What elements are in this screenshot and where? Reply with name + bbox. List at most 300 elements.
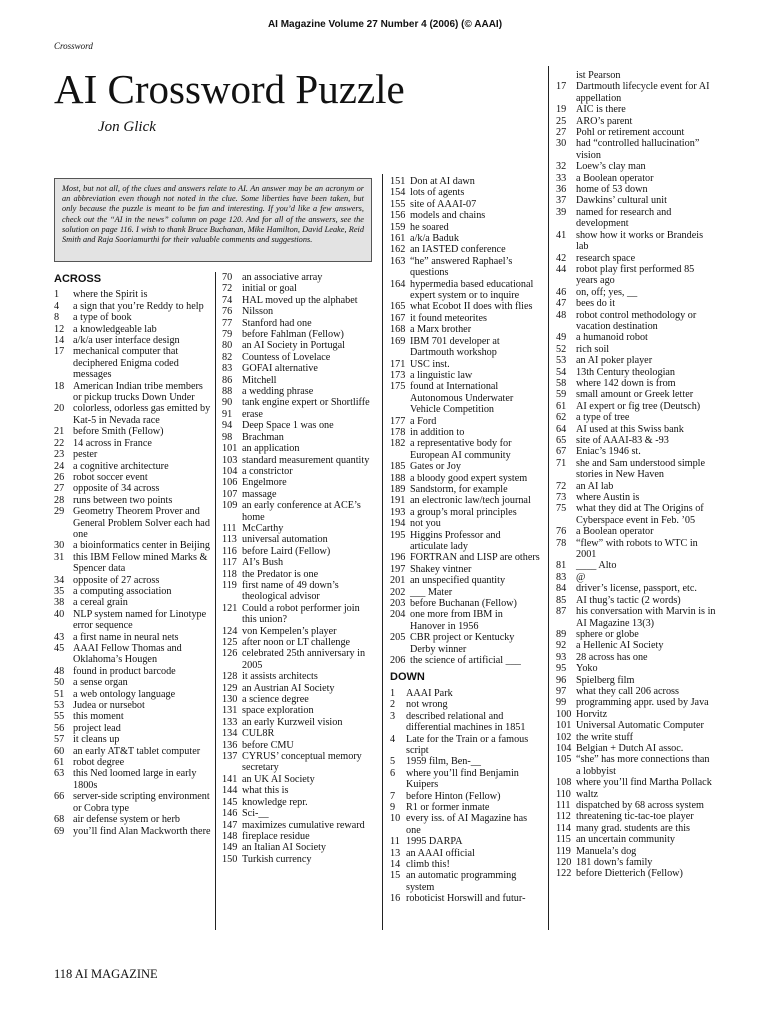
clue-text: a web ontology language xyxy=(73,688,176,700)
clue-text: Brachman xyxy=(242,431,284,443)
clue-number: 151 xyxy=(390,176,406,187)
clue-item xyxy=(222,295,372,306)
clue-text: Shakey vintner xyxy=(410,563,472,575)
clue-text: an Italian AI Society xyxy=(242,842,327,854)
clue-item xyxy=(390,813,540,836)
clue-number: 146 xyxy=(222,808,238,820)
clue-item xyxy=(390,575,540,586)
clue-item xyxy=(390,301,540,312)
clue-text: a bloody good expert system xyxy=(410,472,528,484)
clue-number: 44 xyxy=(556,263,567,275)
clue-number: 168 xyxy=(390,324,406,336)
clue-item xyxy=(390,279,540,302)
clue-item xyxy=(54,746,212,757)
clue-item xyxy=(54,586,212,597)
clue-number: 201 xyxy=(390,575,406,587)
clue-item xyxy=(556,310,716,333)
clue-text: Sci-__ xyxy=(242,808,269,820)
clue-item xyxy=(556,138,716,161)
clue-number: 52 xyxy=(556,343,567,355)
clue-item xyxy=(222,523,372,534)
clue-item xyxy=(54,335,212,346)
clue-text: an early Kurzweil vision xyxy=(242,716,343,728)
clue-item xyxy=(556,424,716,435)
clue-text: robot control methodology or vacation destination xyxy=(576,309,697,332)
clue-text: colorless, odorless gas emitted by Kat-5 in Nevada race xyxy=(73,403,211,426)
clue-text: Universal Automatic Computer xyxy=(576,720,704,732)
clue-number: 141 xyxy=(222,773,238,785)
clue-text: runs between two points xyxy=(73,494,173,506)
clue-number: 111 xyxy=(556,800,571,811)
clue-text: USC inst. xyxy=(410,358,450,370)
clue-number: 119 xyxy=(556,845,571,857)
clue-text: AI used at this Swiss bank xyxy=(576,423,684,435)
clue-text: a humanoid robot xyxy=(576,332,648,344)
clue-number: 113 xyxy=(222,534,237,546)
clue-item xyxy=(390,438,540,461)
clue-number: 147 xyxy=(222,819,238,831)
clue-number: 131 xyxy=(222,705,238,717)
clue-text: tank engine expert or Shortliffe xyxy=(242,397,370,409)
clue-number: 92 xyxy=(556,640,567,652)
clue-text: Turkish currency xyxy=(242,853,312,865)
clue-text: Deep Space 1 was one xyxy=(242,420,334,432)
clue-number: 206 xyxy=(390,655,406,667)
clue-item xyxy=(390,893,540,904)
clue-number: 171 xyxy=(390,358,406,370)
clue-number: 203 xyxy=(390,598,406,610)
clue-text: an UK AI Society xyxy=(242,773,315,785)
clue-number: 14 xyxy=(390,858,401,870)
clue-item xyxy=(222,728,372,739)
clue-item xyxy=(54,312,212,323)
clue-number: 84 xyxy=(556,583,567,595)
clue-number: 30 xyxy=(556,138,567,150)
clue-item xyxy=(556,104,716,115)
clue-text: threatening tic-tac-toe player xyxy=(576,811,694,823)
clue-number: 25 xyxy=(556,115,567,127)
clue-number: 178 xyxy=(390,426,406,438)
clue-item xyxy=(222,648,372,671)
clue-text: small amount or Greek letter xyxy=(576,389,694,401)
clue-number: 47 xyxy=(556,298,567,310)
clue-item xyxy=(54,540,212,551)
clue-text: standard measurement quantity xyxy=(242,454,370,466)
clue-item xyxy=(556,298,716,309)
clue-number: 79 xyxy=(222,329,233,341)
clue-item xyxy=(222,477,372,488)
down-heading: DOWN xyxy=(390,671,425,684)
clue-item xyxy=(54,666,212,677)
clue-text: site of AAAI-83 & -93 xyxy=(576,435,669,446)
clue-text: many grad. students are this xyxy=(576,822,691,834)
clue-text: before Fahlman (Fellow) xyxy=(242,329,344,341)
clue-text: a Hellenic AI Society xyxy=(576,640,664,652)
clue-item xyxy=(556,264,716,287)
clue-item xyxy=(556,127,716,138)
clue-item xyxy=(222,820,372,831)
clue-item xyxy=(390,222,540,233)
clue-item xyxy=(54,483,212,494)
clue-item xyxy=(390,734,540,757)
clue-item xyxy=(556,173,716,184)
clue-item xyxy=(556,253,716,264)
clue-item xyxy=(556,572,716,583)
clue-item xyxy=(390,518,540,529)
clue-item xyxy=(390,768,540,791)
clue-number: 189 xyxy=(390,483,406,495)
clue-number: 165 xyxy=(390,301,406,313)
clue-number: 102 xyxy=(556,731,572,743)
clue-number: 48 xyxy=(54,665,65,677)
clue-item xyxy=(390,802,540,813)
clue-number: 193 xyxy=(390,506,406,518)
clue-text: named for research and development xyxy=(576,206,672,230)
clue-number: 69 xyxy=(54,825,65,837)
clue-number: 58 xyxy=(556,377,567,389)
clue-text: not you xyxy=(410,518,441,530)
clue-item xyxy=(54,426,212,437)
clue-text: ___ Mater xyxy=(410,586,453,598)
clue-number: 156 xyxy=(390,210,406,222)
clue-item xyxy=(556,709,716,720)
clue-number: 126 xyxy=(222,648,238,660)
clue-text: hypermedia based educational expert system or to inquire xyxy=(410,278,534,302)
clue-item xyxy=(556,412,716,423)
clue-item xyxy=(556,401,716,412)
clue-item xyxy=(222,432,372,443)
clue-number: 51 xyxy=(54,688,65,700)
clue-number: 148 xyxy=(222,830,238,842)
clue-item xyxy=(390,609,540,632)
clue-item xyxy=(222,785,372,796)
clue-number: 8 xyxy=(54,312,60,324)
clue-number: 124 xyxy=(222,625,238,637)
clue-number: 4 xyxy=(54,300,60,312)
clue-text: a type of book xyxy=(73,312,132,324)
clue-item xyxy=(54,814,212,825)
clue-item xyxy=(222,546,372,557)
clue-item xyxy=(222,375,372,386)
clue-number: 36 xyxy=(556,184,567,196)
clue-text: NLP system named for Linotype error sequence xyxy=(73,608,207,632)
clue-number: 149 xyxy=(222,842,238,854)
clue-number: 2 xyxy=(390,699,396,711)
clue-item xyxy=(222,318,372,329)
clue-item xyxy=(390,473,540,484)
clue-text: an electronic law/tech journal xyxy=(410,495,531,507)
clue-number: 83 xyxy=(222,363,233,375)
clue-text: McCarthy xyxy=(242,522,284,534)
clue-number: 109 xyxy=(222,500,238,512)
clue-item xyxy=(54,597,212,608)
clue-text: a group’s moral principles xyxy=(410,506,517,518)
clue-text: AIC is there xyxy=(576,104,626,116)
clue-item xyxy=(556,458,716,481)
clue-item xyxy=(556,560,716,571)
clue-text: a type of tree xyxy=(576,412,630,424)
clue-item xyxy=(222,272,372,283)
clue-number: 107 xyxy=(222,488,238,500)
clue-number: 111 xyxy=(222,522,237,534)
clue-number: 115 xyxy=(556,834,571,846)
clue-text: CBR project or Kentucky Derby winner xyxy=(410,632,515,655)
clue-item xyxy=(222,283,372,294)
clue-number: 17 xyxy=(54,346,65,358)
clue-text: his conversation with Marvin is in AI Magazine 13(3) xyxy=(576,606,716,629)
clue-text: AAAI Park xyxy=(406,687,453,699)
clue-number: 175 xyxy=(390,381,406,393)
clue-item xyxy=(556,720,716,731)
clue-text: show how it works or Brandeis lab xyxy=(576,229,704,253)
clue-text: FORTRAN and LISP are others xyxy=(410,552,540,564)
clue-text: before CMU xyxy=(242,739,294,751)
clue-text: an associative array xyxy=(242,272,323,283)
clue-item xyxy=(54,346,212,380)
clue-item xyxy=(556,652,716,663)
clue-text: every iss. of AI Magazine has one xyxy=(406,813,528,836)
clue-text: had “controlled hallucination” vision xyxy=(576,138,700,161)
clue-number: 122 xyxy=(556,868,572,880)
clue-number: 11 xyxy=(390,836,400,848)
clue-item xyxy=(222,409,372,420)
clue-number: 41 xyxy=(556,229,567,241)
down-column-4 xyxy=(556,70,716,880)
clue-item xyxy=(54,324,212,335)
clue-number: 72 xyxy=(556,480,567,492)
column-rule-1 xyxy=(215,272,216,930)
clue-number: 162 xyxy=(390,244,406,256)
clue-text: opposite of 34 across xyxy=(73,483,160,495)
clue-item xyxy=(222,740,372,751)
clue-item xyxy=(54,757,212,768)
clue-text: you’ll find Alan Mackworth there xyxy=(73,825,211,837)
clue-item xyxy=(390,199,540,210)
clue-number: 104 xyxy=(222,465,238,477)
author: Jon Glick xyxy=(98,119,156,135)
clue-number: 112 xyxy=(556,811,571,823)
clue-text: where you’ll find Martha Pollack xyxy=(576,777,712,789)
clue-number: 103 xyxy=(222,454,238,466)
clue-number: 40 xyxy=(54,608,65,620)
clue-text: an unspecified quantity xyxy=(410,575,506,587)
clue-text: a science degree xyxy=(242,694,309,706)
clue-number: 71 xyxy=(556,457,567,469)
clue-item xyxy=(222,854,372,865)
clue-item xyxy=(222,397,372,408)
clue-number: 35 xyxy=(54,585,65,597)
clue-number: 101 xyxy=(222,443,238,455)
clue-text: universal automation xyxy=(242,534,328,546)
clue-text: ____ Alto xyxy=(576,560,617,572)
clue-number: 104 xyxy=(556,742,572,754)
clue-item xyxy=(556,732,716,743)
clue-item xyxy=(54,643,212,666)
clue-text: 14 across in France xyxy=(73,437,152,449)
clue-item xyxy=(556,846,716,857)
clue-item xyxy=(556,492,716,503)
clue-item xyxy=(390,484,540,495)
clue-text: Engelmore xyxy=(242,477,287,489)
clue-number: 196 xyxy=(390,552,406,564)
clue-number: 61 xyxy=(54,757,65,769)
clue-number: 65 xyxy=(556,435,567,446)
clue-text: it found meteorites xyxy=(410,312,487,324)
clue-item xyxy=(556,378,716,389)
clue-text: 13th Century theologian xyxy=(576,366,676,378)
clue-number: 110 xyxy=(556,788,571,800)
clue-number: 169 xyxy=(390,335,406,347)
clue-number: 197 xyxy=(390,563,406,575)
clue-text: sphere or globe xyxy=(576,628,639,640)
clue-text: an uncertain community xyxy=(576,834,676,846)
clue-text: what Ecobot II does with flies xyxy=(410,301,533,313)
clue-number: 56 xyxy=(54,722,65,734)
clue-item xyxy=(54,826,212,837)
clue-text: a constrictor xyxy=(242,465,293,477)
clue-text: a Boolean operator xyxy=(576,526,654,538)
clue-item xyxy=(390,370,540,381)
clue-text: home of 53 down xyxy=(576,184,648,196)
clue-text: mechanical computer that deciphered Enigma coded messages xyxy=(73,346,179,381)
clue-number: 76 xyxy=(222,306,233,318)
clue-text: Spielberg film xyxy=(576,674,635,686)
clue-text: Horvitz xyxy=(576,708,608,720)
clue-text: Pohl or retirement account xyxy=(576,127,685,139)
clue-item xyxy=(556,81,716,104)
clue-number: 106 xyxy=(222,477,238,489)
clue-text: where the Spirit is xyxy=(73,289,148,301)
clue-item xyxy=(556,777,716,788)
clue-number: 144 xyxy=(222,785,238,797)
clue-text: this Ned loomed large in early 1800s xyxy=(73,768,197,791)
clue-item xyxy=(54,689,212,700)
clue-item xyxy=(222,534,372,545)
clue-text: ARO’s parent xyxy=(576,115,633,127)
clue-number: 182 xyxy=(390,438,406,450)
clue-item xyxy=(222,420,372,431)
clue-text: robot degree xyxy=(73,757,125,769)
clue-item xyxy=(556,800,716,811)
page-footer: 118 AI MAGAZINE xyxy=(54,967,158,981)
clue-number: 31 xyxy=(54,551,65,563)
clue-number: 73 xyxy=(556,492,567,504)
clue-text: the write stuff xyxy=(576,731,633,743)
clue-text: massage xyxy=(242,488,277,500)
clue-item xyxy=(390,416,540,427)
clue-text: a representative body for European AI community xyxy=(410,438,512,461)
clue-number: 86 xyxy=(222,374,233,386)
clue-item xyxy=(556,743,716,754)
clue-text: first name of 49 down’s theological advisor xyxy=(242,579,339,603)
clue-item xyxy=(54,734,212,745)
clue-item xyxy=(54,723,212,734)
clue-text: an application xyxy=(242,443,300,455)
clue-number: 3 xyxy=(390,710,396,722)
clue-text: a cereal grain xyxy=(73,597,128,609)
clue-item xyxy=(222,489,372,500)
clue-item xyxy=(390,848,540,859)
clue-number: 38 xyxy=(54,597,65,609)
clue-number: 45 xyxy=(54,643,65,654)
clue-text: before Buchanan (Fellow) xyxy=(410,598,517,610)
clue-text: Don at AI dawn xyxy=(410,176,475,187)
column-rule-3 xyxy=(548,66,549,930)
clue-item xyxy=(556,834,716,845)
clue-number: 14 xyxy=(54,335,65,347)
clue-number: 121 xyxy=(222,602,238,614)
clue-item xyxy=(556,754,716,777)
clue-text: maximizes cumulative reward xyxy=(242,819,365,831)
clue-number: 97 xyxy=(556,685,567,697)
clue-number: 28 xyxy=(54,494,65,506)
clue-item xyxy=(556,606,716,629)
clue-number: 191 xyxy=(390,495,406,507)
clue-item xyxy=(54,768,212,791)
clue-item xyxy=(390,632,540,655)
clue-number: 34 xyxy=(54,574,65,586)
clue-number: 76 xyxy=(556,526,567,538)
clue-text: @ xyxy=(576,571,586,583)
clue-text: it assists architects xyxy=(242,671,318,683)
clue-item xyxy=(556,230,716,253)
clue-number: 42 xyxy=(556,252,567,264)
intro-box: Most, but not all, of the clues and answers relate to AI. An answer may be an acronym or an abbreviation even though not noted in the clue. Some liberties have been taken, but only because the puzzle is meant to be fun and interesting. If you’d like a few answers, check out the “AI in the news” column on page 120. And for all of the answers, see the solution on page 116. I wish to thank Bruce Buchanan, Mike Hamilton, David Leake, Reid Smith and Raja Sooriamurthi for their valuable comments and suggestions. xyxy=(54,178,372,262)
clue-number: 53 xyxy=(556,355,567,367)
clue-text: a bioinformatics center in Beijing xyxy=(73,540,210,552)
clue-text: “she” has more connections than a lobbyist xyxy=(576,754,710,777)
clue-number: 53 xyxy=(54,700,65,712)
clue-item xyxy=(222,363,372,374)
clue-number: 205 xyxy=(390,632,406,644)
clue-item xyxy=(222,500,372,523)
clue-number: 24 xyxy=(54,460,65,472)
clue-number: 7 xyxy=(390,790,396,802)
clue-text: Gates or Joy xyxy=(410,461,461,473)
clue-text: R1 or former inmate xyxy=(406,801,490,813)
clue-text: Loew’s clay man xyxy=(576,161,646,173)
clue-item xyxy=(556,686,716,697)
clue-item xyxy=(54,711,212,722)
clue-text: Geometry Theorem Prover and General Problem Solver each had one xyxy=(73,506,210,540)
clue-text: an AAAI official xyxy=(406,847,475,859)
clue-number: 101 xyxy=(556,720,572,732)
clue-number: 32 xyxy=(556,161,567,173)
clue-text: 28 across has one xyxy=(576,651,648,663)
clue-item xyxy=(390,233,540,244)
clue-number: 57 xyxy=(54,734,65,746)
clue-text: after noon or LT challenge xyxy=(242,637,351,648)
clue-number: 95 xyxy=(556,663,567,675)
clue-number: 130 xyxy=(222,694,238,706)
clue-item xyxy=(222,705,372,716)
clue-number: 137 xyxy=(222,751,238,763)
clue-text: before Dietterich (Fellow) xyxy=(576,868,683,880)
clue-number: 9 xyxy=(390,801,396,813)
clue-text: von Kempelen’s player xyxy=(242,625,337,637)
clue-item xyxy=(222,626,372,637)
clue-item xyxy=(54,461,212,472)
clue-text: before Smith (Fellow) xyxy=(73,426,164,438)
clue-number: 88 xyxy=(222,386,233,398)
clue-text: 1959 film, Ben-__ xyxy=(406,756,481,768)
clue-text: an early AT&T tablet computer xyxy=(73,745,201,757)
clue-item xyxy=(54,449,212,460)
clue-item xyxy=(54,700,212,711)
clue-item xyxy=(54,552,212,575)
clue-item xyxy=(390,324,540,335)
clue-number: 6 xyxy=(390,767,396,779)
